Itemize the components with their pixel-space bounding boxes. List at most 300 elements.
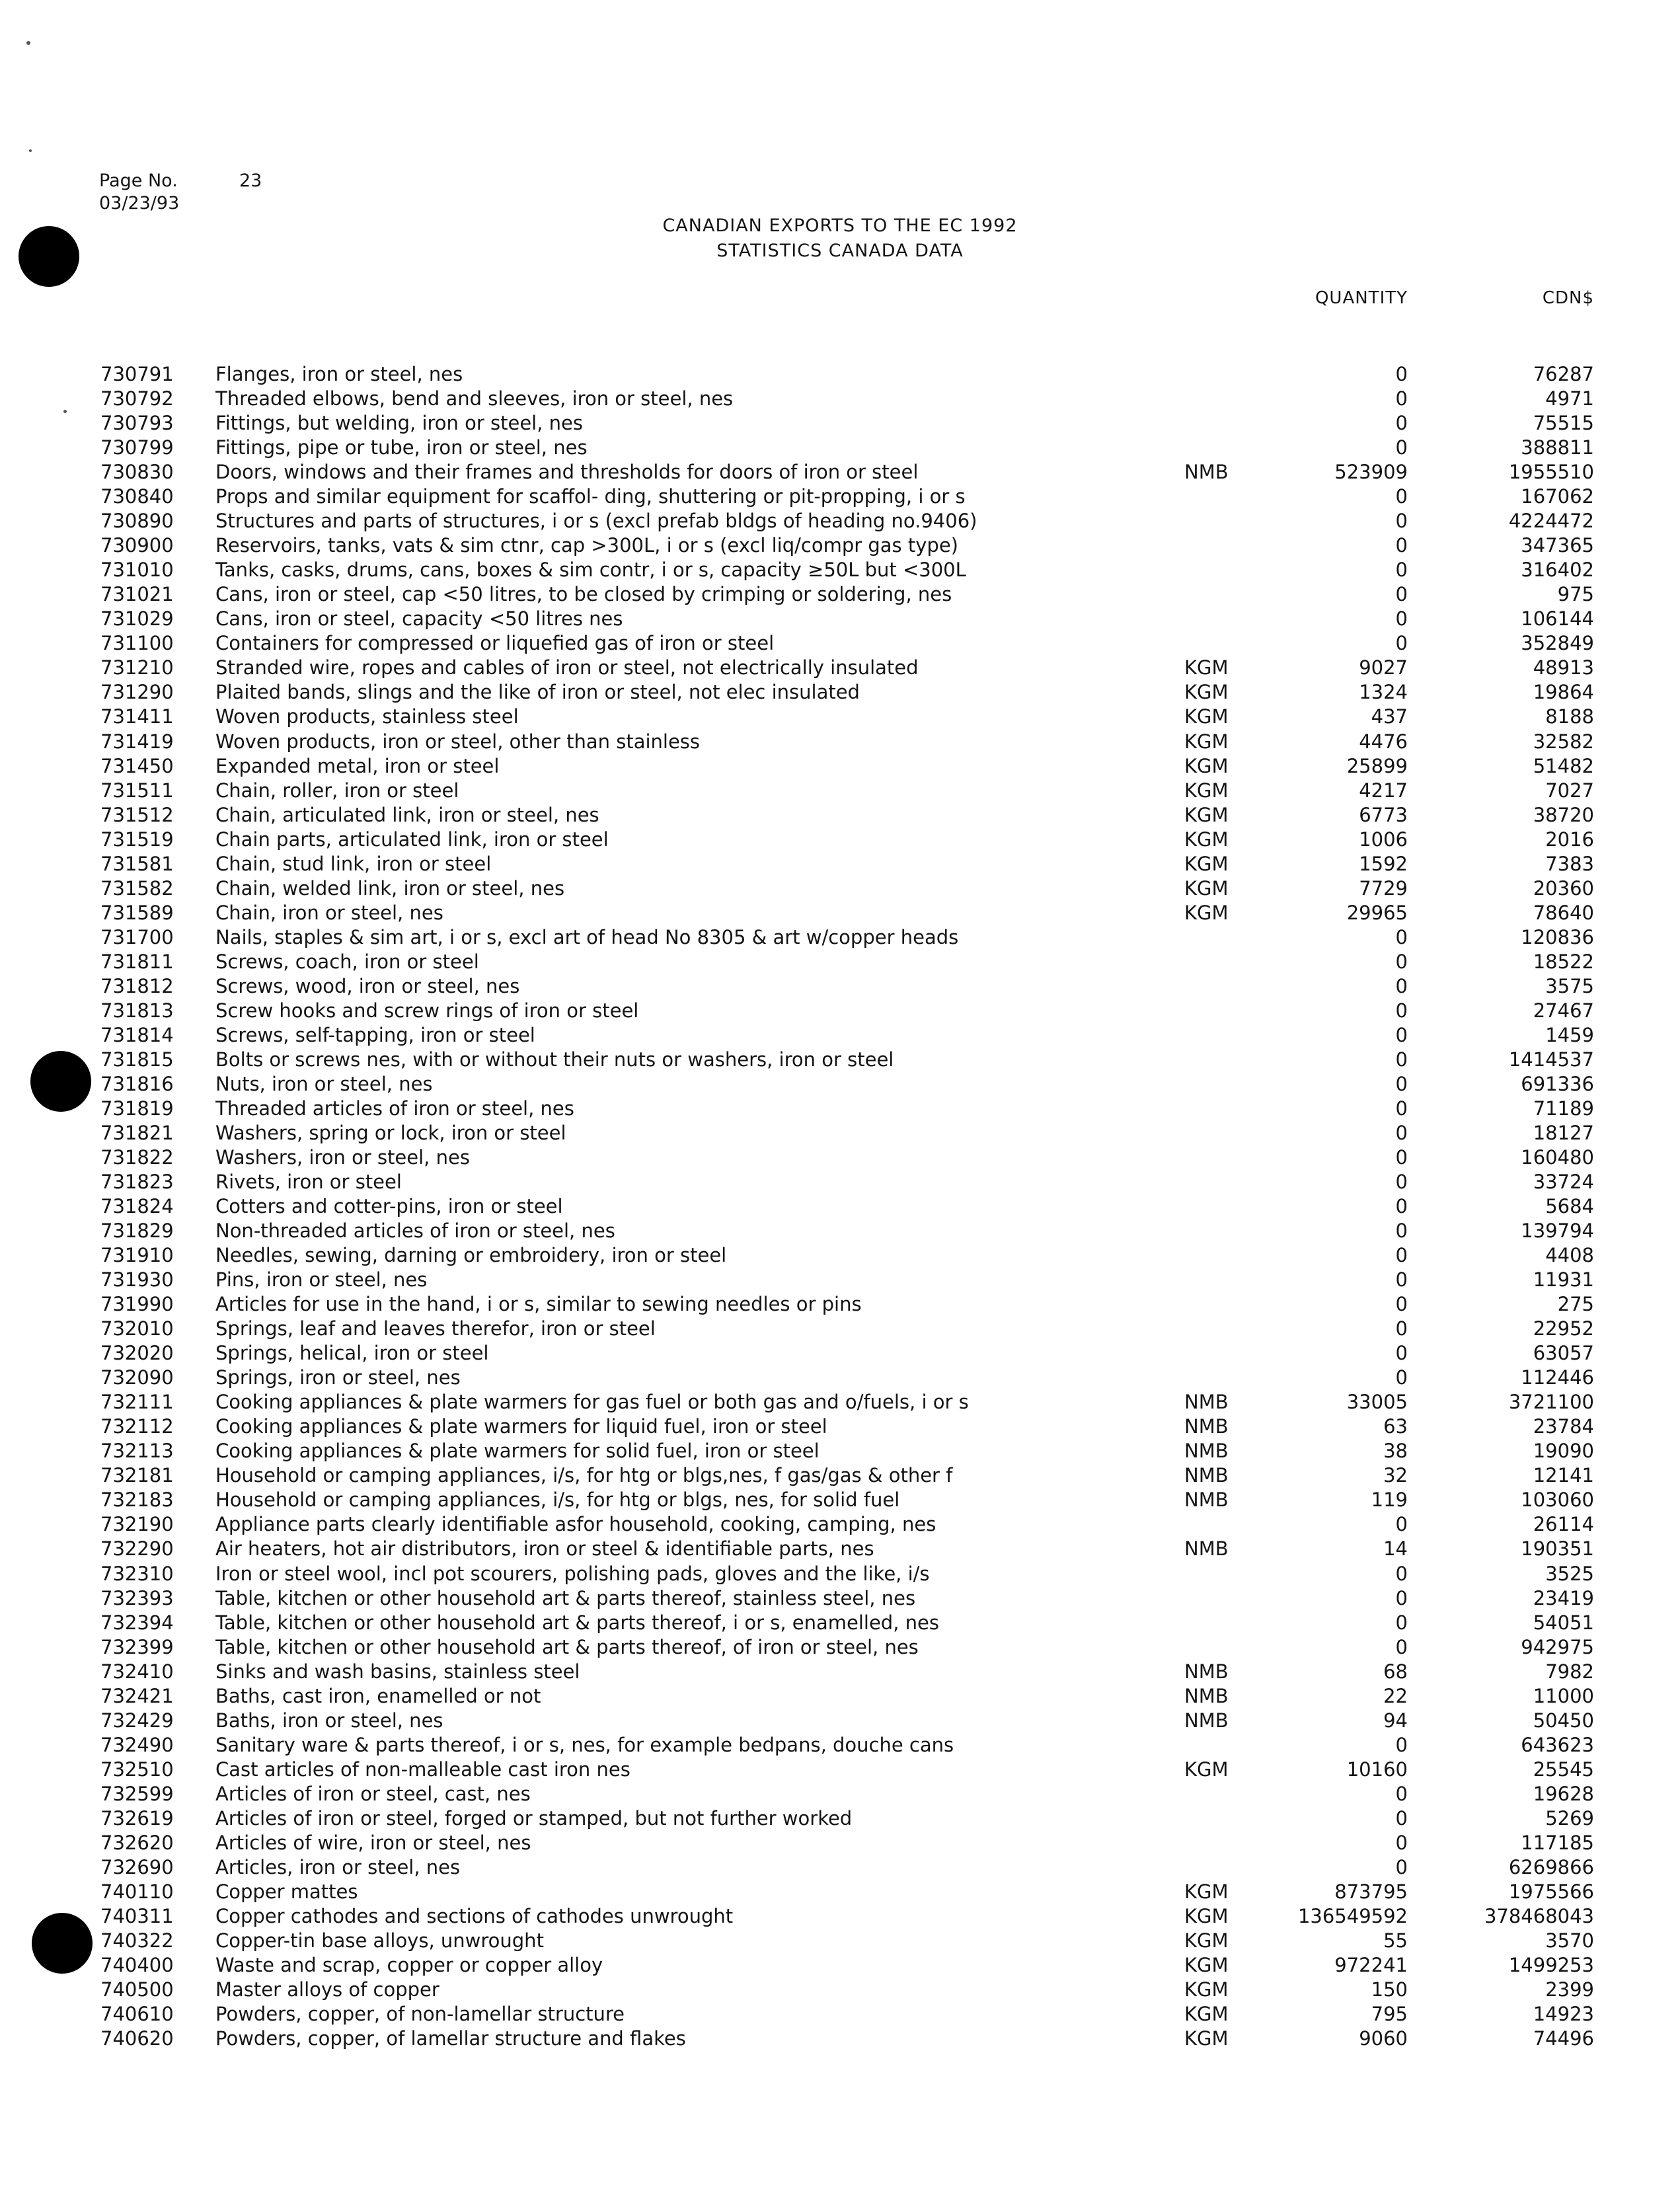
cdn-dollar-value: 27467: [1533, 999, 1594, 1022]
table-row: [0, 901, 1680, 925]
commodity-code: 740110: [100, 1880, 174, 1903]
cdn-dollar-value: 139794: [1521, 1219, 1594, 1242]
cdn-dollar-value: 1975566: [1508, 1880, 1594, 1903]
quantity-value: 0: [1395, 1611, 1408, 1634]
quantity-value: 32: [1383, 1464, 1408, 1487]
commodity-code: 731029: [100, 607, 174, 631]
table-row: [0, 1709, 1680, 1733]
commodity-code: 731812: [100, 974, 174, 997]
unit-of-measure: KGM: [1184, 828, 1229, 851]
table-row: [0, 754, 1680, 779]
quantity-value: 0: [1395, 534, 1408, 557]
table-row: [0, 925, 1680, 950]
cdn-dollar-value: 112446: [1521, 1366, 1594, 1389]
quantity-value: 0: [1395, 999, 1408, 1022]
commodity-code: 730793: [100, 412, 174, 435]
cdn-dollar-value: 75515: [1533, 412, 1594, 435]
commodity-description: Iron or steel wool, incl pot scourers, polishing pads, gloves and the like, i/s: [215, 1562, 930, 1585]
cdn-dollar-value: 18127: [1533, 1121, 1594, 1144]
page-number: 23: [239, 171, 262, 191]
table-row: [0, 631, 1680, 656]
cdn-dollar-value: 160480: [1521, 1146, 1594, 1169]
cdn-dollar-value: 6269866: [1508, 1855, 1594, 1878]
table-row: [0, 1194, 1680, 1219]
cdn-dollar-value: 71189: [1533, 1097, 1594, 1120]
table-row: [0, 1855, 1680, 1880]
commodity-description: Table, kitchen or other household art & parts thereof, of iron or steel, nes: [215, 1635, 919, 1658]
table-row: [0, 460, 1680, 484]
quantity-value: 0: [1395, 559, 1408, 582]
quantity-value: 0: [1395, 1317, 1408, 1340]
quantity-value: 0: [1395, 436, 1408, 459]
commodity-code: 731824: [100, 1195, 174, 1217]
commodity-description: Tanks, casks, drums, cans, boxes & sim contr, i or s, capacity ≥50L but <300L: [215, 559, 966, 582]
quantity-value: 0: [1395, 925, 1408, 948]
commodity-description: Screws, self-tapping, iron or steel: [215, 1023, 535, 1046]
cdn-dollar-value: 3570: [1545, 1929, 1594, 1952]
commodity-code: 731582: [100, 876, 174, 900]
quantity-value: 0: [1395, 950, 1408, 973]
page-label-text: Page No.: [99, 171, 178, 191]
commodity-description: Powders, copper, of non-lamellar structure: [215, 2003, 625, 2025]
commodity-code: 740620: [100, 2027, 174, 2050]
cdn-dollar-value: 117185: [1521, 1831, 1594, 1854]
commodity-description: Cans, iron or steel, cap <50 litres, to be closed by crimping or soldering, nes: [215, 583, 952, 606]
cdn-dollar-value: 4971: [1545, 387, 1594, 410]
quantity-value: 1006: [1359, 828, 1408, 851]
cdn-dollar-value: 74496: [1533, 2027, 1594, 2050]
commodity-code: 730900: [100, 534, 174, 557]
quantity-value: 0: [1395, 1513, 1408, 1536]
table-row: [0, 1611, 1680, 1635]
commodity-code: 731210: [100, 656, 174, 679]
commodity-description: Threaded elbows, bend and sleeves, iron or steel, nes: [215, 387, 734, 410]
commodity-description: Springs, helical, iron or steel: [215, 1342, 489, 1365]
unit-of-measure: KGM: [1184, 1904, 1229, 1927]
commodity-code: 731823: [100, 1171, 174, 1193]
quantity-value: 0: [1395, 1293, 1408, 1316]
table-row: [0, 974, 1680, 999]
cdn-dollar-value: 22952: [1533, 1317, 1594, 1340]
report-date: 03/23/93: [99, 193, 180, 213]
commodity-code: 731814: [100, 1023, 174, 1046]
commodity-description: Screws, coach, iron or steel: [215, 950, 479, 973]
commodity-code: 732399: [100, 1635, 174, 1658]
cdn-dollar-value: 3721100: [1508, 1391, 1594, 1414]
table-row: [0, 1904, 1680, 1929]
column-header-value: CDN$: [1542, 288, 1594, 308]
unit-of-measure: KGM: [1184, 1929, 1229, 1952]
commodity-code: 731100: [100, 632, 174, 655]
cdn-dollar-value: 78640: [1533, 901, 1594, 924]
cdn-dollar-value: 38720: [1533, 803, 1594, 826]
commodity-code: 731816: [100, 1072, 174, 1095]
scan-speck: [26, 41, 30, 45]
quantity-value: 437: [1371, 705, 1408, 728]
cdn-dollar-value: 347365: [1521, 534, 1594, 557]
unit-of-measure: KGM: [1184, 1978, 1229, 2001]
cdn-dollar-value: 352849: [1521, 632, 1594, 655]
quantity-value: 10160: [1346, 1758, 1408, 1781]
table-row: [0, 1463, 1680, 1488]
quantity-value: 0: [1395, 1806, 1408, 1830]
commodity-code: 731419: [100, 730, 174, 753]
commodity-description: Baths, iron or steel, nes: [215, 1709, 443, 1732]
table-row: [0, 509, 1680, 533]
commodity-code: 731700: [100, 925, 174, 948]
commodity-description: Nails, staples & sim art, i or s, excl art of head No 8305 & art w/copper heads: [215, 925, 959, 948]
commodity-code: 731811: [100, 950, 174, 973]
table-row: [0, 387, 1680, 411]
table-row: [0, 1880, 1680, 1904]
table-row: [0, 1317, 1680, 1341]
commodity-code: 732619: [100, 1806, 174, 1830]
quantity-value: 0: [1395, 1097, 1408, 1120]
commodity-code: 731589: [100, 901, 174, 924]
table-row: [0, 803, 1680, 828]
table-row: [0, 1268, 1680, 1292]
commodity-code: 731411: [100, 705, 174, 728]
table-row: [0, 1488, 1680, 1512]
table-row: [0, 1953, 1680, 1978]
quantity-value: 0: [1395, 1562, 1408, 1585]
table-row: [0, 582, 1680, 607]
commodity-description: Expanded metal, iron or steel: [215, 754, 500, 777]
quantity-value: 0: [1395, 1171, 1408, 1193]
cdn-dollar-value: 19090: [1533, 1440, 1594, 1463]
cdn-dollar-value: 1499253: [1508, 1954, 1594, 1976]
table-row: [0, 1414, 1680, 1439]
cdn-dollar-value: 20360: [1533, 876, 1594, 900]
quantity-value: 0: [1395, 412, 1408, 435]
quantity-value: 68: [1383, 1660, 1408, 1683]
unit-of-measure: NMB: [1184, 1709, 1229, 1732]
quantity-value: 22: [1383, 1684, 1408, 1707]
quantity-value: 0: [1395, 1048, 1408, 1071]
commodity-code: 732490: [100, 1733, 174, 1756]
cdn-dollar-value: 50450: [1533, 1709, 1594, 1732]
commodity-code: 732090: [100, 1366, 174, 1389]
commodity-description: Baths, cast iron, enamelled or not: [215, 1684, 541, 1707]
cdn-dollar-value: 11000: [1533, 1684, 1594, 1707]
commodity-code: 740500: [100, 1978, 174, 2001]
commodity-description: Articles for use in the hand, i or s, similar to sewing needles or pins: [215, 1293, 862, 1316]
commodity-description: Household or camping appliances, i/s, for htg or blgs,nes, f gas/gas & other f: [215, 1464, 953, 1487]
commodity-code: 731910: [100, 1244, 174, 1267]
cdn-dollar-value: 7027: [1545, 779, 1594, 802]
cdn-dollar-value: 11931: [1533, 1268, 1594, 1292]
commodity-code: 732429: [100, 1709, 174, 1732]
table-row: [0, 999, 1680, 1023]
cdn-dollar-value: 103060: [1521, 1488, 1594, 1512]
commodity-code: 732620: [100, 1831, 174, 1854]
commodity-code: 730890: [100, 510, 174, 533]
commodity-description: Flanges, iron or steel, nes: [215, 363, 463, 385]
commodity-description: Woven products, stainless steel: [215, 705, 519, 728]
commodity-description: Chain, articulated link, iron or steel, nes: [215, 803, 599, 826]
page-subtitle: STATISTICS CANADA DATA: [716, 241, 964, 261]
commodity-description: Cans, iron or steel, capacity <50 litres nes: [215, 607, 623, 631]
page-label: [99, 171, 178, 192]
commodity-description: Master alloys of copper: [215, 1978, 439, 2001]
cdn-dollar-value: 23419: [1533, 1586, 1594, 1609]
table-row: [0, 2002, 1680, 2027]
commodity-description: Cotters and cotter-pins, iron or steel: [215, 1195, 563, 1217]
unit-of-measure: NMB: [1184, 1391, 1229, 1414]
unit-of-measure: KGM: [1184, 705, 1229, 728]
table-row: [0, 362, 1680, 387]
unit-of-measure: KGM: [1184, 803, 1229, 826]
commodity-description: Doors, windows and their frames and thresholds for doors of iron or steel: [215, 461, 919, 484]
table-row: [0, 656, 1680, 680]
quantity-value: 0: [1395, 387, 1408, 410]
table-row: [0, 436, 1680, 460]
table-row: [0, 1390, 1680, 1414]
cdn-dollar-value: 32582: [1533, 730, 1594, 753]
quantity-value: 136549592: [1297, 1904, 1408, 1927]
table-row: [0, 1831, 1680, 1855]
commodity-description: Screw hooks and screw rings of iron or steel: [215, 999, 639, 1022]
unit-of-measure: KGM: [1184, 681, 1229, 704]
quantity-value: 523909: [1334, 461, 1408, 484]
commodity-code: 732183: [100, 1488, 174, 1512]
table-row: [0, 730, 1680, 754]
table-row: [0, 1978, 1680, 2002]
commodity-description: Articles of iron or steel, forged or stamped, but not further worked: [215, 1806, 853, 1830]
quantity-value: 0: [1395, 1072, 1408, 1095]
table-row: [0, 705, 1680, 729]
table-row: [0, 950, 1680, 974]
commodity-description: Cooking appliances & plate warmers for solid fuel, iron or steel: [215, 1440, 820, 1463]
commodity-code: 740610: [100, 2003, 174, 2025]
commodity-description: Plaited bands, slings and the like of iron or steel, not elec insulated: [215, 681, 860, 704]
commodity-description: Springs, iron or steel, nes: [215, 1366, 461, 1389]
scan-speck: [29, 149, 32, 152]
commodity-code: 740322: [100, 1929, 174, 1952]
commodity-code: 731821: [100, 1121, 174, 1144]
commodity-code: 730791: [100, 363, 174, 385]
quantity-value: 150: [1371, 1978, 1408, 2001]
commodity-code: 732690: [100, 1855, 174, 1878]
quantity-value: 0: [1395, 510, 1408, 533]
quantity-value: 0: [1395, 974, 1408, 997]
unit-of-measure: NMB: [1184, 1684, 1229, 1707]
cdn-dollar-value: 8188: [1545, 705, 1594, 728]
cdn-dollar-value: 167062: [1521, 485, 1594, 508]
unit-of-measure: NMB: [1184, 1660, 1229, 1683]
cdn-dollar-value: 316402: [1521, 559, 1594, 582]
unit-of-measure: KGM: [1184, 1758, 1229, 1781]
cdn-dollar-value: 4408: [1545, 1244, 1594, 1267]
commodity-description: Articles of iron or steel, cast, nes: [215, 1782, 531, 1805]
table-row: [0, 607, 1680, 631]
commodity-description: Articles, iron or steel, nes: [215, 1855, 461, 1878]
unit-of-measure: KGM: [1184, 2003, 1229, 2025]
quantity-value: 33005: [1346, 1391, 1408, 1414]
commodity-description: Articles of wire, iron or steel, nes: [215, 1831, 531, 1854]
commodity-description: Containers for compressed or liquefied gas of iron or steel: [215, 632, 775, 655]
commodity-code: 732393: [100, 1586, 174, 1609]
unit-of-measure: KGM: [1184, 852, 1229, 875]
quantity-value: 0: [1395, 1586, 1408, 1609]
quantity-value: 0: [1395, 1195, 1408, 1217]
commodity-description: Copper-tin base alloys, unwrought: [215, 1929, 544, 1952]
quantity-value: 1592: [1359, 852, 1408, 875]
commodity-description: Household or camping appliances, i/s, for htg or blgs, nes, for solid fuel: [215, 1488, 900, 1512]
unit-of-measure: KGM: [1184, 656, 1229, 679]
table-row: [0, 1219, 1680, 1243]
cdn-dollar-value: 106144: [1521, 607, 1594, 631]
cdn-dollar-value: 14923: [1533, 2003, 1594, 2025]
table-row: [0, 1072, 1680, 1097]
table-row: [0, 1097, 1680, 1121]
unit-of-measure: NMB: [1184, 1415, 1229, 1438]
quantity-value: 4476: [1359, 730, 1408, 753]
commodity-code: 731815: [100, 1048, 174, 1071]
commodity-code: 731519: [100, 828, 174, 851]
commodity-code: 732010: [100, 1317, 174, 1340]
table-row: [0, 1537, 1680, 1561]
quantity-value: 4217: [1359, 779, 1408, 802]
page-title: CANADIAN EXPORTS TO THE EC 1992: [662, 215, 1018, 236]
cdn-dollar-value: 4224472: [1508, 510, 1594, 533]
commodity-description: Air heaters, hot air distributors, iron or steel & identifiable parts, nes: [215, 1537, 874, 1561]
quantity-value: 0: [1395, 1831, 1408, 1854]
quantity-value: 873795: [1334, 1880, 1408, 1903]
commodity-code: 731829: [100, 1219, 174, 1242]
table-row: [0, 1243, 1680, 1268]
commodity-description: Pins, iron or steel, nes: [215, 1268, 428, 1292]
commodity-description: Chain, stud link, iron or steel: [215, 852, 492, 875]
cdn-dollar-value: 120836: [1521, 925, 1594, 948]
commodity-code: 731512: [100, 803, 174, 826]
commodity-code: 732510: [100, 1758, 174, 1781]
commodity-description: Cooking appliances & plate warmers for liquid fuel, iron or steel: [215, 1415, 827, 1438]
commodity-code: 732112: [100, 1415, 174, 1438]
quantity-value: 29965: [1346, 901, 1408, 924]
unit-of-measure: NMB: [1184, 1440, 1229, 1463]
cdn-dollar-value: 19864: [1533, 681, 1594, 704]
commodity-description: Washers, iron or steel, nes: [215, 1146, 470, 1169]
unit-of-measure: KGM: [1184, 1880, 1229, 1903]
commodity-description: Props and similar equipment for scaffol- ding, shuttering or pit-propping, i or s: [215, 485, 966, 508]
commodity-description: Chain, iron or steel, nes: [215, 901, 443, 924]
table-row: [0, 1512, 1680, 1537]
cdn-dollar-value: 190351: [1521, 1537, 1594, 1561]
commodity-code: 731822: [100, 1146, 174, 1169]
commodity-description: Table, kitchen or other household art & parts thereof, i or s, enamelled, nes: [215, 1611, 939, 1634]
commodity-code: 731010: [100, 559, 174, 582]
commodity-description: Needles, sewing, darning or embroidery, iron or steel: [215, 1244, 727, 1267]
commodity-description: Chain, welded link, iron or steel, nes: [215, 876, 565, 900]
cdn-dollar-value: 388811: [1521, 436, 1594, 459]
quantity-value: 0: [1395, 583, 1408, 606]
cdn-dollar-value: 26114: [1533, 1513, 1594, 1536]
quantity-value: 0: [1395, 1342, 1408, 1365]
cdn-dollar-value: 19628: [1533, 1782, 1594, 1805]
commodity-code: 730840: [100, 485, 174, 508]
cdn-dollar-value: 643623: [1521, 1733, 1594, 1756]
cdn-dollar-value: 1459: [1545, 1023, 1594, 1046]
unit-of-measure: KGM: [1184, 1954, 1229, 1976]
commodity-code: 732290: [100, 1537, 174, 1561]
table-row: [0, 484, 1680, 509]
quantity-value: 0: [1395, 1635, 1408, 1658]
table-row: [0, 1733, 1680, 1758]
commodity-description: Copper cathodes and sections of cathodes unwrought: [215, 1904, 734, 1927]
table-row: [0, 1121, 1680, 1145]
quantity-value: 0: [1395, 485, 1408, 508]
commodity-description: Fittings, pipe or tube, iron or steel, nes: [215, 436, 588, 459]
quantity-value: 7729: [1359, 876, 1408, 900]
commodity-code: 732190: [100, 1513, 174, 1536]
quantity-value: 6773: [1359, 803, 1408, 826]
table-row: [0, 1929, 1680, 1953]
quantity-value: 0: [1395, 1219, 1408, 1242]
commodity-code: 732394: [100, 1611, 174, 1634]
quantity-value: 63: [1383, 1415, 1408, 1438]
commodity-description: Bolts or screws nes, with or without their nuts or washers, iron or steel: [215, 1048, 894, 1071]
commodity-description: Springs, leaf and leaves therefor, iron or steel: [215, 1317, 656, 1340]
unit-of-measure: KGM: [1184, 779, 1229, 802]
commodity-description: Fittings, but welding, iron or steel, nes: [215, 412, 583, 435]
cdn-dollar-value: 2016: [1545, 828, 1594, 851]
cdn-dollar-value: 7982: [1545, 1660, 1594, 1683]
table-row: [0, 533, 1680, 558]
commodity-description: Powders, copper, of lamellar structure and flakes: [215, 2027, 686, 2050]
commodity-code: 731021: [100, 583, 174, 606]
table-row: [0, 1341, 1680, 1366]
quantity-value: 0: [1395, 363, 1408, 385]
table-row: [0, 1684, 1680, 1709]
quantity-value: 1324: [1359, 681, 1408, 704]
unit-of-measure: NMB: [1184, 1537, 1229, 1561]
table-row: [0, 1048, 1680, 1072]
commodity-description: Rivets, iron or steel: [215, 1171, 402, 1193]
quantity-value: 0: [1395, 632, 1408, 655]
commodity-code: 731511: [100, 779, 174, 802]
quantity-value: 0: [1395, 1146, 1408, 1169]
cdn-dollar-value: 23784: [1533, 1415, 1594, 1438]
table-row: [0, 876, 1680, 901]
table-row: [0, 1292, 1680, 1317]
quantity-value: 55: [1383, 1929, 1408, 1952]
cdn-dollar-value: 48913: [1533, 656, 1594, 679]
commodity-description: Copper mattes: [215, 1880, 358, 1903]
table-row: [0, 1170, 1680, 1194]
commodity-code: 732020: [100, 1342, 174, 1365]
cdn-dollar-value: 7383: [1545, 852, 1594, 875]
quantity-value: 0: [1395, 1023, 1408, 1046]
unit-of-measure: KGM: [1184, 754, 1229, 777]
commodity-code: 732310: [100, 1562, 174, 1585]
cdn-dollar-value: 1955510: [1508, 461, 1594, 484]
table-row: [0, 1782, 1680, 1806]
quantity-value: 25899: [1346, 754, 1408, 777]
cdn-dollar-value: 378468043: [1484, 1904, 1594, 1927]
cdn-dollar-value: 33724: [1533, 1171, 1594, 1193]
cdn-dollar-value: 2399: [1545, 1978, 1594, 2001]
quantity-value: 0: [1395, 607, 1408, 631]
quantity-value: 0: [1395, 1855, 1408, 1878]
cdn-dollar-value: 3575: [1545, 974, 1594, 997]
quantity-value: 0: [1395, 1366, 1408, 1389]
table-row: [0, 1145, 1680, 1170]
commodity-description: Chain, roller, iron or steel: [215, 779, 459, 802]
quantity-value: 119: [1371, 1488, 1408, 1512]
quantity-value: 0: [1395, 1121, 1408, 1144]
commodity-description: Threaded articles of iron or steel, nes: [215, 1097, 574, 1120]
